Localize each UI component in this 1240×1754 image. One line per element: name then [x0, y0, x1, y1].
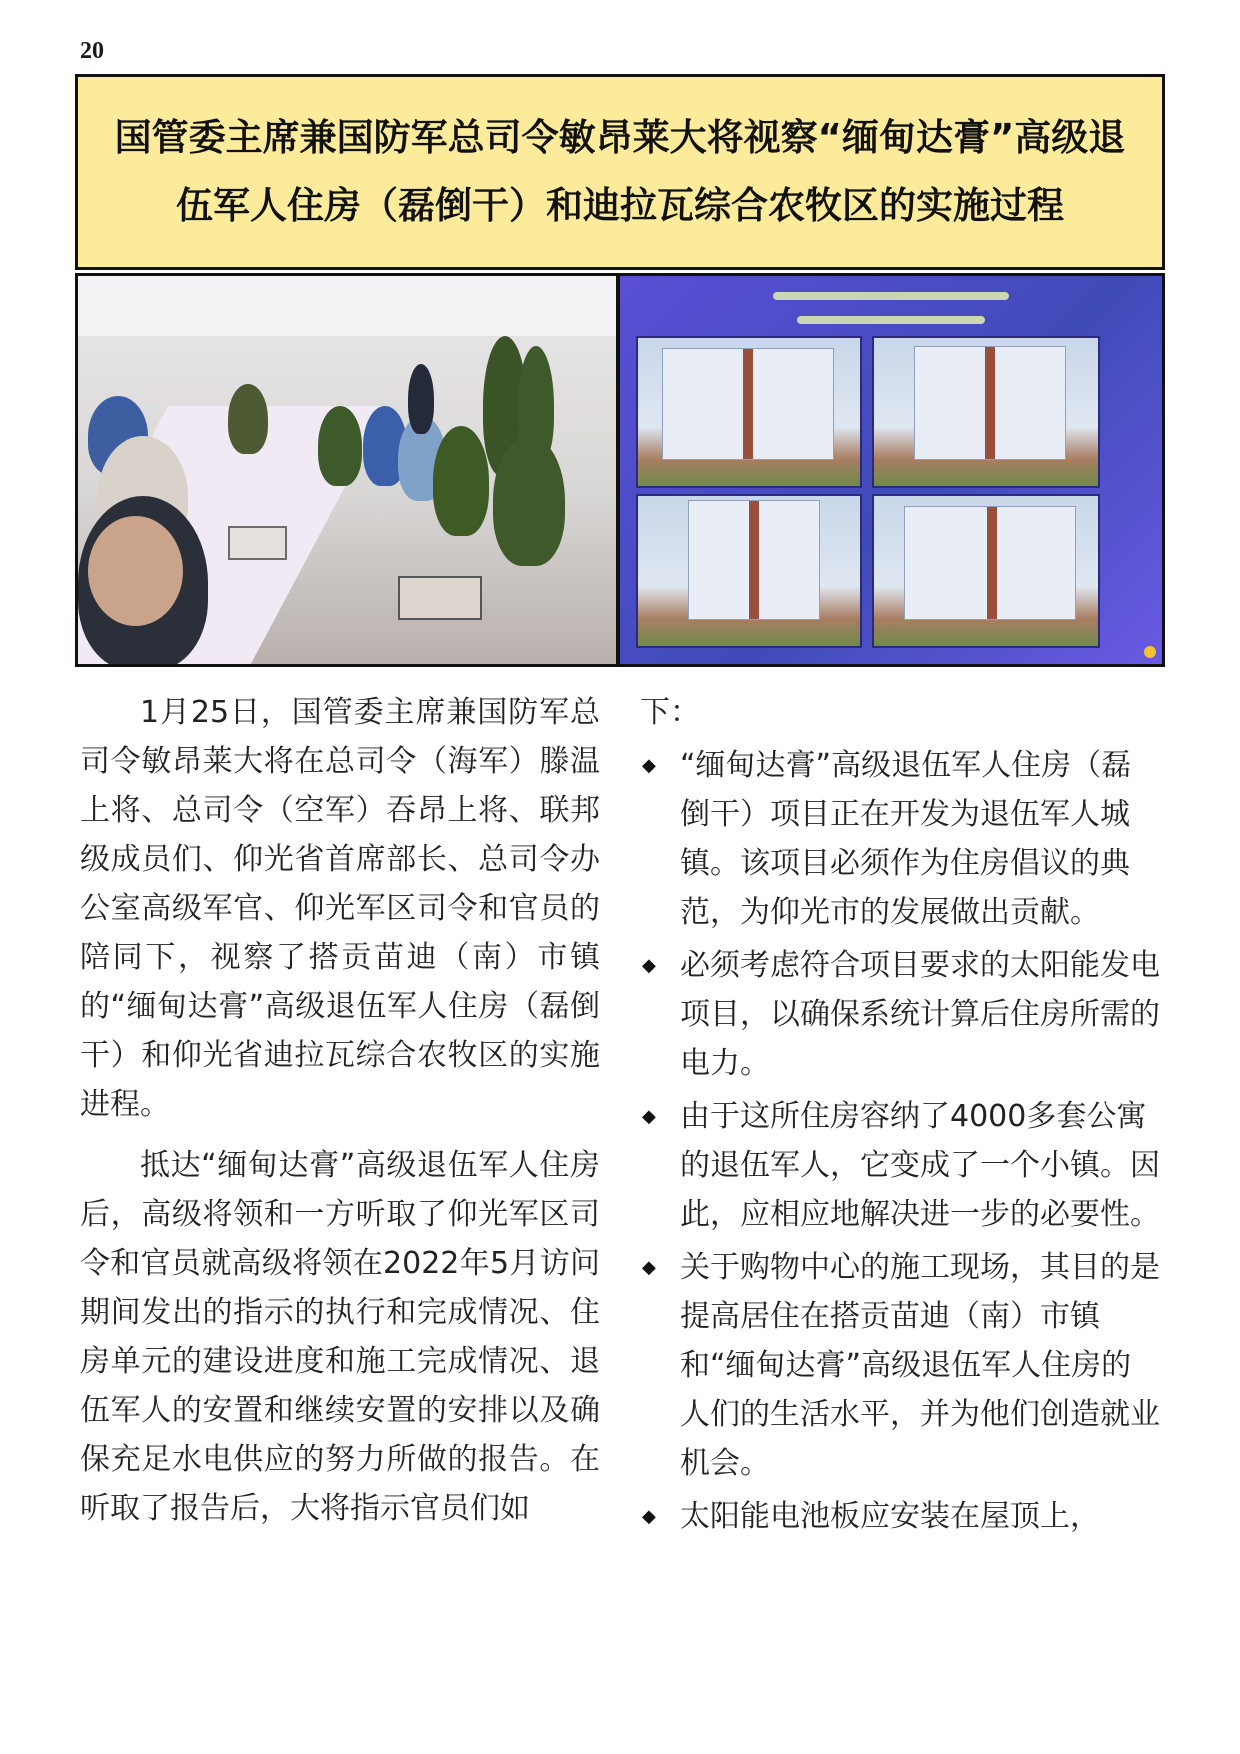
- article-title: [95, 104, 1146, 240]
- photo-strip: [75, 273, 1165, 667]
- left-column: [80, 688, 600, 1545]
- meeting-room-photo: [78, 276, 616, 664]
- bullet-item-4: [640, 1243, 1160, 1488]
- paragraph-2-continuation: 下：: [640, 695, 700, 730]
- slide-header-burmese-text: [740, 284, 1042, 332]
- bullet-item-3: [640, 1092, 1160, 1239]
- bullet-item-1: [640, 741, 1160, 937]
- title-box: [75, 74, 1165, 270]
- diamond-bullet-icon: ◆: [642, 955, 656, 976]
- bullet-text-3: 由于这所住房容纳了4000多套公寓的退伍军人，它变成了一个小镇。因此，应相应地解决进一步的必要性。: [680, 1099, 1160, 1232]
- diamond-bullet-icon: ◆: [642, 1257, 656, 1278]
- right-column: [640, 688, 1160, 1545]
- diamond-bullet-icon: ◆: [642, 1106, 656, 1127]
- bullet-item-2: [640, 941, 1160, 1088]
- diamond-bullet-icon: ◆: [642, 1506, 656, 1527]
- building-photo-4: [872, 494, 1100, 648]
- bullet-text-1: “缅甸达膏”高级退伍军人住房（磊倒干）项目正在开发为退伍军人城镇。该项目必须作为住房倡议的典范，为仰光市的发展做出贡献。: [680, 748, 1132, 930]
- title-line-2: 伍军人住房（磊倒干）和迪拉瓦综合农牧区的实施过程: [175, 184, 1064, 227]
- paragraph-2: 抵达“缅甸达膏”高级退伍军人住房后，高级将领和一方听取了仰光军区司令和官员就高级将领在2022年5月访问期间发出的指示的执行和完成情况、住房单元的建设进度和施工完成情况、退伍军人的安置和继续安置的安排以及确保充足水电供应的努力所做的报告。在听取了报告后，大将指示官员们如: [80, 1148, 600, 1526]
- building-photo-2: [872, 336, 1100, 488]
- diamond-bullet-icon: ◆: [642, 755, 656, 776]
- bullet-text-5: 太阳能电池板应安装在屋顶上，: [680, 1499, 1100, 1534]
- bullet-item-5: [640, 1492, 1160, 1541]
- slide-logo-icon: [1144, 646, 1156, 658]
- housing-project-slide: [620, 276, 1162, 664]
- building-photo-1: [636, 336, 862, 488]
- bullet-text-4: 关于购物中心的施工现场，其目的是提高居住在搭贡苗迪（南）市镇和“缅甸达膏”高级退伍军人住房的人们的生活水平，并为他们创造就业机会。: [680, 1250, 1160, 1481]
- bullet-text-2: 必须考虑符合项目要求的太阳能发电项目，以确保系统计算后住房所需的电力。: [680, 948, 1160, 1081]
- title-line-1: 国管委主席兼国防军总司令敏昂莱大将视察“缅甸达膏”高级退: [114, 116, 1126, 159]
- paragraph-1: 1月25日，国管委主席兼国防军总司令敏昂莱大将在总司令（海军）滕温上将、总司令（空军）吞昂上将、联邦级成员们、仰光省首席部长、总司令办公室高级军官、仰光军区司令和官员的陪同下，视察了搭贡苗迪（南）市镇的“缅甸达膏”高级退伍军人住房（磊倒干）和仰光省迪拉瓦综合农牧区的实施进程。: [80, 695, 600, 1122]
- building-photo-3: [636, 494, 862, 648]
- page-number: 20: [80, 38, 104, 64]
